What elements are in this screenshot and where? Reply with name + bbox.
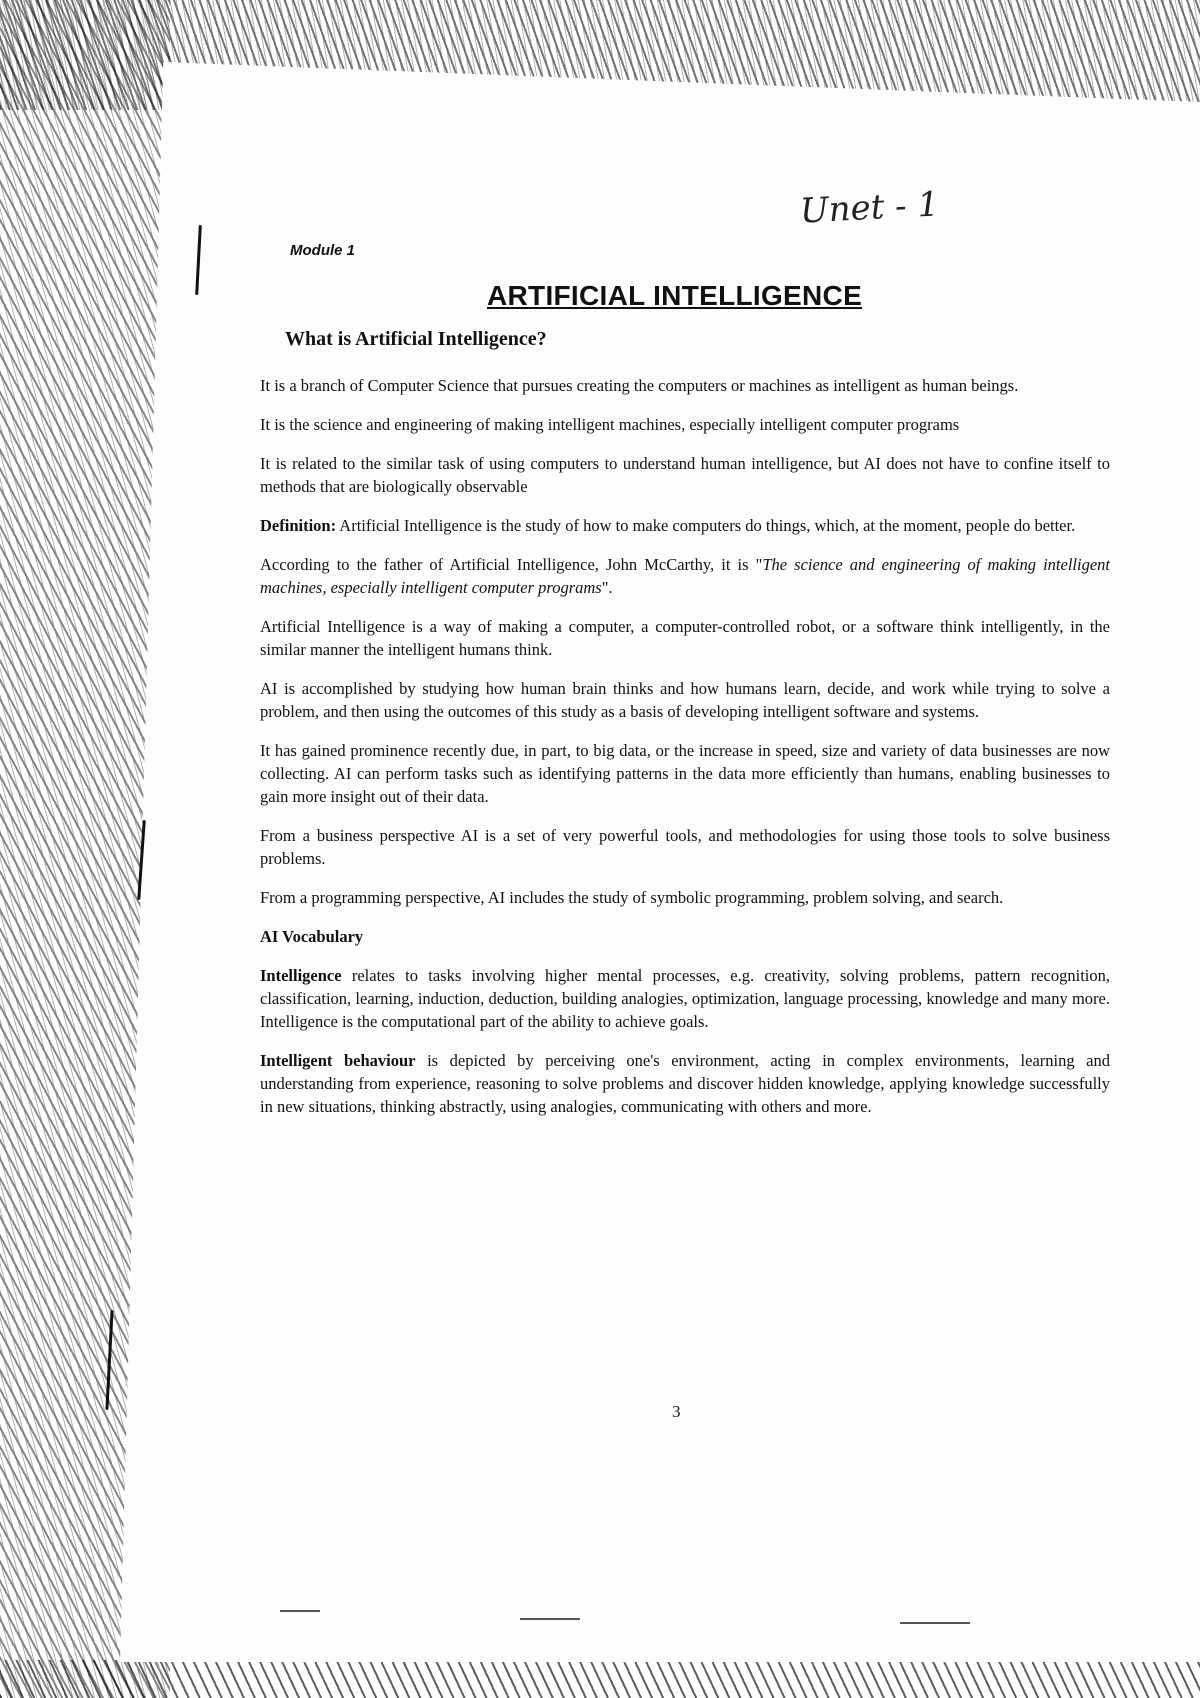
- page-number: 3: [672, 1402, 681, 1421]
- paragraph: Definition: Artificial Intelligence is the study of how to make computers do things, which, at the moment, people do better.: [260, 516, 1076, 535]
- paragraph: It has gained prominence recently due, in part, to big data, or the increase in speed, size and variety of data businesses are now collecting. AI can perform tasks such as identifying patterns in the data more efficiently than humans, enabling businesses to gain more insight out of their data.: [260, 741, 1110, 806]
- section-heading: What is Artificial Intelligence?: [285, 328, 547, 350]
- scan-shadow-bottom: [0, 1660, 1200, 1698]
- page-title: ARTIFICIAL INTELLIGENCE: [487, 280, 863, 311]
- paragraph: From a programming perspective, AI includes the study of symbolic programming, problem solving, and search.: [260, 888, 1004, 907]
- term-label: Intelligence: [260, 966, 342, 985]
- scan-dash: [280, 1610, 320, 1612]
- paragraph: According to the father of Artificial Intelligence, John McCarthy, it is "The science and engineering of making intelligent machines, especially intelligent computer programs".: [260, 555, 1110, 597]
- quote-text: The science and engineering of making intelligent machines, especially intelligent computer programs: [260, 555, 1110, 597]
- paragraph: From a business perspective AI is a set of very powerful tools, and methodologies for using those tools to solve business problems.: [260, 826, 1110, 868]
- term-label: Intelligent behaviour: [260, 1051, 416, 1070]
- paragraph: Artificial Intelligence is a way of making a computer, a computer-controlled robot, or a software think intelligently, in the similar manner the intelligent humans think.: [260, 617, 1110, 659]
- vocabulary-paragraph: Intelligence relates to tasks involving higher mental processes, e.g. creativity, solving problems, pattern recognition, classification, learning, induction, deduction, building analogies, optimization, language processing, knowledge and many more. Intelligence is the computational part of the ability to achieve goals.: [260, 966, 1110, 1031]
- paragraph: AI is accomplished by studying how human brain thinks and how humans learn, decide, and work while trying to solve a problem, and then using the outcomes of this study as a basis of developing intelligent software and systems.: [260, 679, 1110, 721]
- paragraph: It is the science and engineering of making intelligent machines, especially intelligent computer programs: [260, 415, 960, 434]
- paragraph: It is a branch of Computer Science that pursues creating the computers or machines as intelligent as human beings.: [260, 376, 1019, 395]
- handwritten-unit-note: Unet - 1: [799, 184, 941, 232]
- document-body: [260, 374, 1110, 1134]
- vocabulary-paragraph: Intelligent behaviour is depicted by perceiving one's environment, acting in complex environments, learning and understanding from experience, reasoning to solve problems and discover hidden knowledge, applying knowledge successfully in new situations, thinking abstractly, using analogies, communicating with others and more.: [260, 1051, 1110, 1116]
- module-label: Module 1: [290, 242, 356, 259]
- paragraph: It is related to the similar task of using computers to understand human intelligence, but AI does not have to confine itself to methods that are biologically observable: [260, 454, 1110, 496]
- scan-dash: [520, 1618, 580, 1620]
- vocabulary-heading: AI Vocabulary: [260, 927, 364, 946]
- definition-label: Definition:: [260, 516, 337, 535]
- scan-dash: [900, 1622, 970, 1624]
